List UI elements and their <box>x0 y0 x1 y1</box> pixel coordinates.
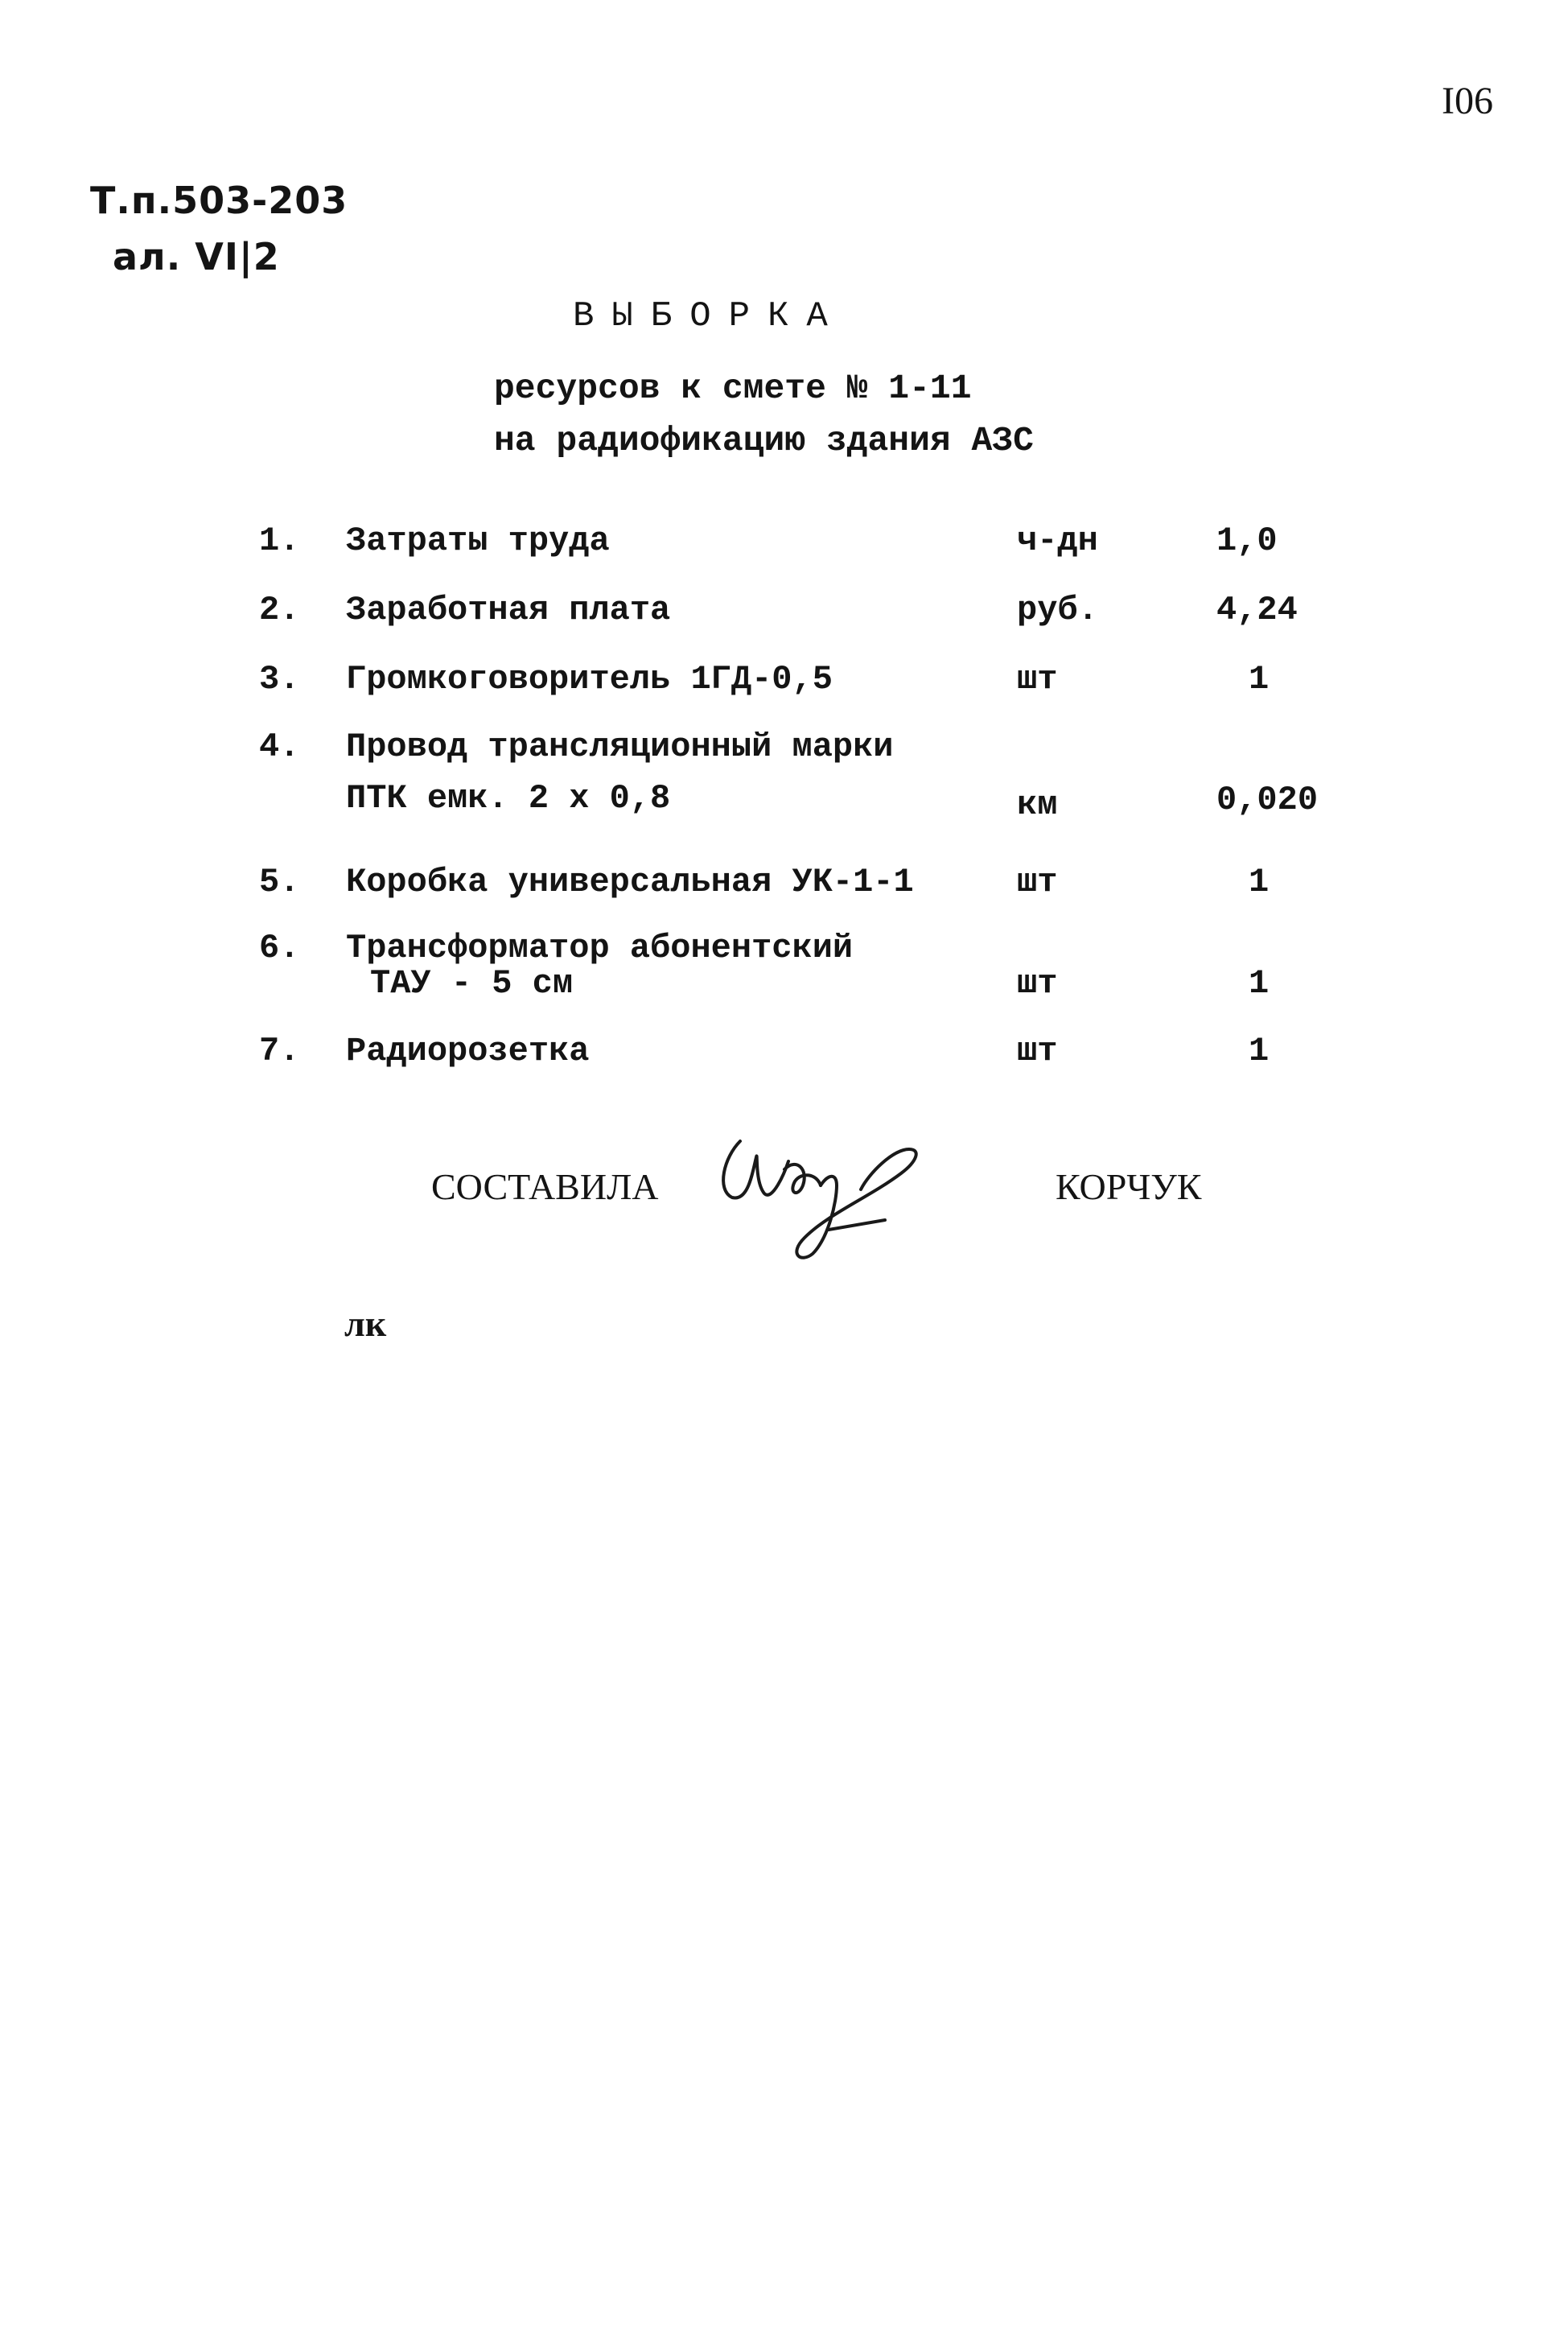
page-number: I06 <box>1442 80 1493 122</box>
subtitle-line-2: на радиофикацию здания АЗС <box>494 421 1034 460</box>
handwritten-signature <box>708 1125 941 1270</box>
item-unit: шт <box>1017 863 1058 901</box>
item-unit: руб. <box>1017 591 1098 629</box>
item-quantity: 1,0 <box>1216 521 1278 560</box>
item-name: Громкоговоритель 1ГД-0,5 <box>346 660 833 699</box>
item-unit: шт <box>1017 964 1058 1003</box>
item-name: Трансформатор абонентский <box>346 929 854 967</box>
item-number: 1. <box>259 521 300 560</box>
item-quantity: 0,020 <box>1216 781 1319 819</box>
item-quantity: 1 <box>1249 964 1270 1003</box>
item-number: 3. <box>259 660 300 699</box>
subtitle-line-1: ресурсов к смете № 1-11 <box>494 369 972 408</box>
item-unit: ч-дн <box>1017 521 1098 560</box>
item-number: 2. <box>259 591 300 629</box>
document-title: ВЫБОРКА <box>573 296 846 336</box>
item-name: Радиорозетка <box>346 1032 590 1070</box>
item-unit: км <box>1017 785 1058 824</box>
item-name-line-2: ТАУ - 5 см <box>370 964 574 1003</box>
item-number: 6. <box>259 929 300 967</box>
item-number: 5. <box>259 863 300 901</box>
item-name: Коробка универсальная УК-1-1 <box>346 863 914 901</box>
item-number: 4. <box>259 728 300 766</box>
item-name: Затраты труда <box>346 521 610 560</box>
item-name: Провод трансляционный марки <box>346 728 894 766</box>
item-unit: шт <box>1017 660 1058 699</box>
compiler-surname: КОРЧУК <box>1056 1166 1202 1207</box>
item-quantity: 1 <box>1249 863 1270 901</box>
item-quantity: 1 <box>1249 1032 1270 1070</box>
handwritten-sheet-ref: ал. VI|2 <box>113 235 280 278</box>
handwritten-project-code: Т.п.503-203 <box>90 179 348 222</box>
compiled-by-label: СОСТАВИЛА <box>431 1166 659 1207</box>
item-number: 7. <box>259 1032 300 1070</box>
item-quantity: 4,24 <box>1216 591 1298 629</box>
item-name-line-2: ПТК емк. 2 x 0,8 <box>346 779 671 818</box>
item-unit: шт <box>1017 1032 1058 1070</box>
item-name: Заработная плата <box>346 591 671 629</box>
typist-initials: лк <box>344 1303 387 1344</box>
item-quantity: 1 <box>1249 660 1270 699</box>
